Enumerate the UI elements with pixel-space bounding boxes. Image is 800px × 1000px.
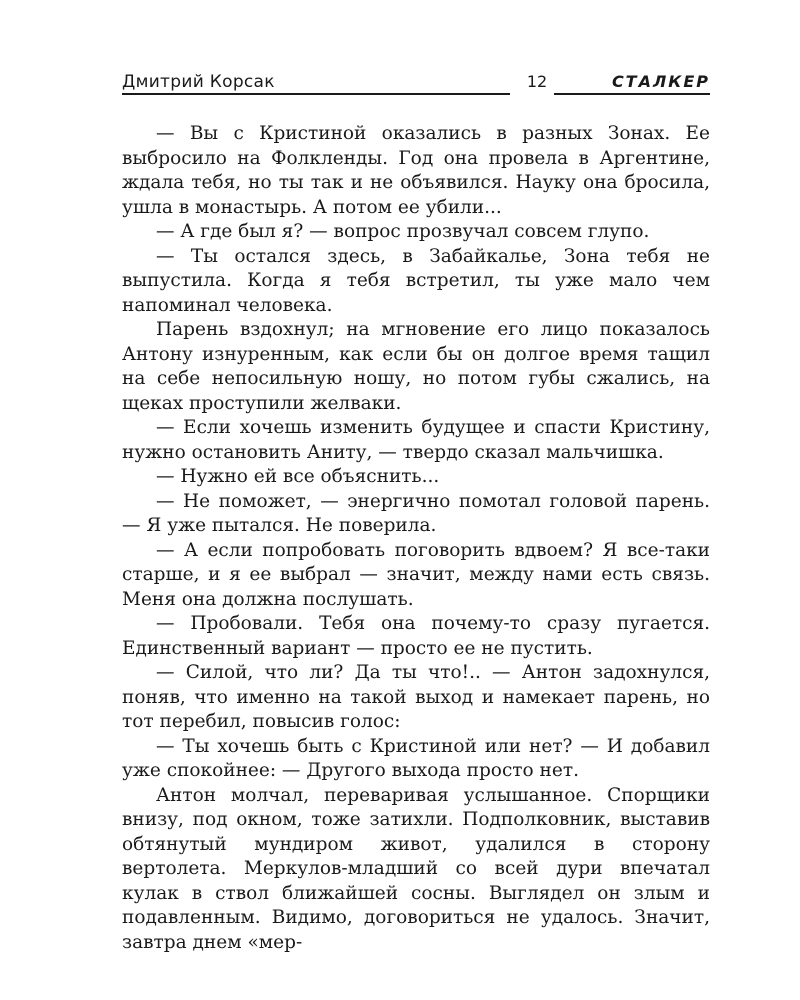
paragraph: Антон молчал, переваривая услышанное. Спорщики внизу, под окном, тоже затихли. Подполковник, выставив обтянутый мундиром живот, удалился в сторону вертолета. Меркулов-младший со всей дури впечатал кулак в ствол ближайшей сосны. Выглядел он злым и подавленным. Видимо, договориться не удалось. Значит, завтра днем «мер- bbox=[122, 784, 710, 953]
body-text bbox=[122, 122, 710, 955]
paragraph: — Силой, что ли? Да ты что!.. — Антон задохнулся, поняв, что именно на такой выход и намекает парень, но тот перебил, повысив голос: bbox=[122, 662, 710, 732]
paragraph: — А если попробовать поговорить вдвоем? Я все-таки старше, и я ее выбрал — значит, между нами есть связь. Меня она должна послушать. bbox=[122, 539, 710, 610]
paragraph: — Нужно ей все объяснить... bbox=[156, 466, 440, 487]
header-rule-left bbox=[122, 93, 510, 95]
paragraph: — Если хочешь изменить будущее и спасти Кристину, нужно остановить Аниту, — твердо сказал мальчишка. bbox=[122, 417, 710, 463]
paragraph: — А где был я? — вопрос прозвучал совсем глупо. bbox=[156, 221, 650, 242]
paragraph: Парень вздохнул; на мгновение его лицо показалось Антону изнуренным, как если бы он долгое время тащил на себе непосильную ношу, но потом губы сжались, на щеках проступили желваки. bbox=[122, 319, 710, 414]
paragraph: — Вы с Кристиной оказались в разных Зонах. Ее выбросило на Фолкленды. Год она провела в Аргентине, ждала тебя, но ты так и не объявился. Науку она бросила, ушла в монастырь. А потом ее убили... bbox=[122, 123, 710, 218]
header-series-title: СТАЛКЕР bbox=[611, 72, 710, 91]
paragraph: — Ты остался здесь, в Забайкалье, Зона тебя не выпустила. Когда я тебя встретил, ты уже мало чем напоминал человека. bbox=[122, 245, 710, 316]
header-rule-right bbox=[554, 93, 710, 95]
page-number: 12 bbox=[526, 72, 548, 91]
paragraph: — Не поможет, — энергично помотал головой парень. — Я уже пытался. Не поверила. bbox=[122, 490, 710, 536]
paragraph: — Пробовали. Тебя она почему-то сразу пугается. Единственный вариант — просто ее не пустить. bbox=[122, 613, 710, 659]
paragraph: — Ты хочешь быть с Кристиной или нет? — И добавил уже спокойнее: — Другого выхода просто нет. bbox=[122, 735, 710, 781]
header-author: Дмитрий Корсак bbox=[122, 72, 275, 92]
running-header bbox=[122, 72, 710, 96]
